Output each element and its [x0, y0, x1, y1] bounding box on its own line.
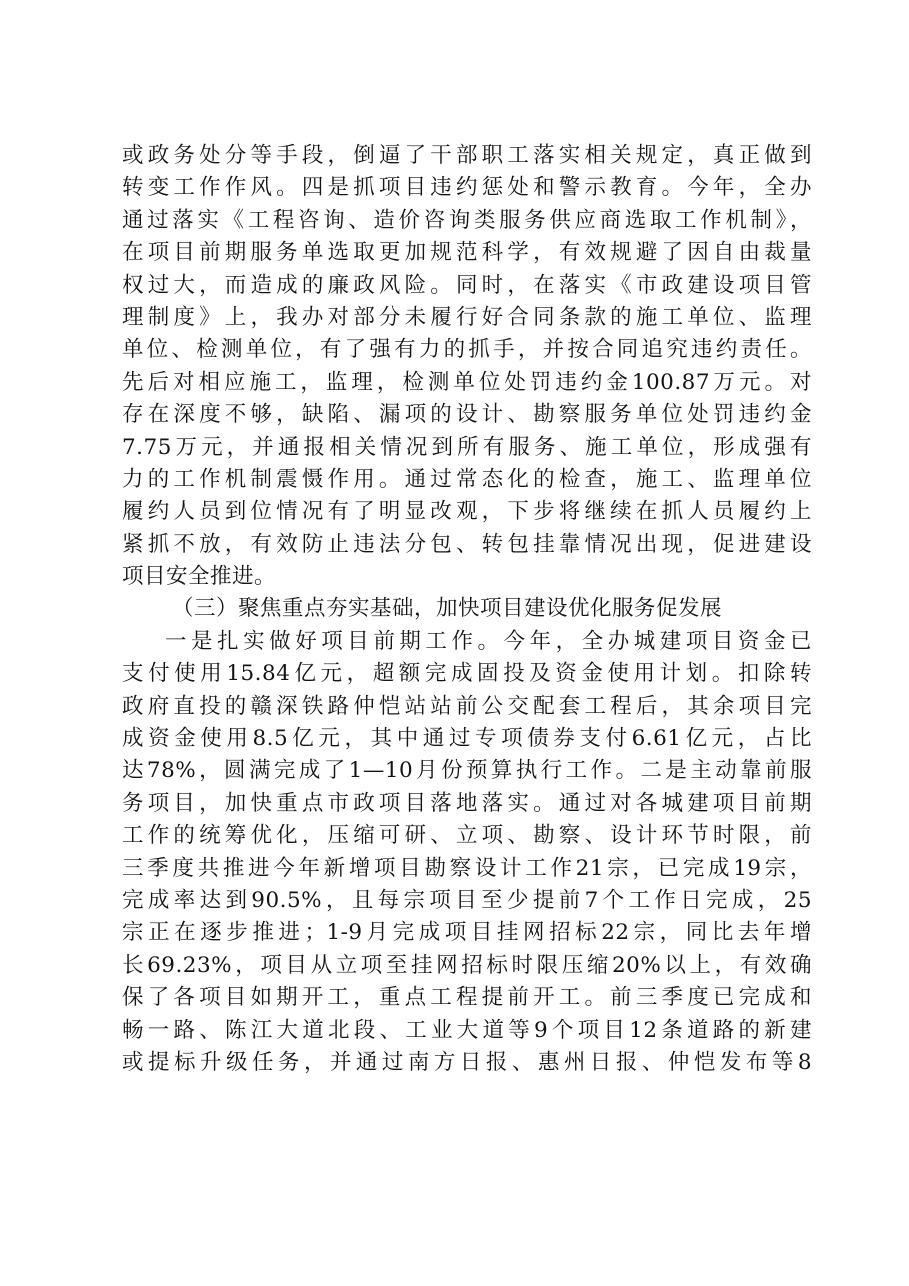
- text-line: 履约人员到位情况有了明显改观，下步将继续在抓人员履约上: [122, 499, 812, 525]
- text-line: 或政务处分等手段，倒逼了干部职工落实相关规定，真正做到: [122, 143, 812, 168]
- text-line: 三季度共推进今年新增项目勘察设计工作21宗，已完成19宗，: [122, 855, 812, 881]
- section-heading: （三）聚焦重点夯实基础，加快项目建设优化服务促发展: [172, 596, 723, 622]
- text-line: 项目安全推进。: [122, 564, 277, 590]
- text-line: 先后对相应施工，监理，检测单位处罚违约金100.87万元。对: [122, 369, 812, 395]
- text-line: 或提标升级任务，并通过南方日报、惠州日报、仲恺发布等8: [122, 1049, 812, 1075]
- document-body: [122, 140, 812, 1079]
- text-line: 力的工作机制震慑作用。通过常态化的检查，施工、监理单位: [122, 466, 812, 492]
- text-line: 转变工作作风。四是抓项目违约惩处和警示教育。今年，全办: [122, 175, 812, 201]
- text-line: 理制度》上，我办对部分未履行好合同条款的施工单位、监理: [122, 304, 812, 330]
- text-line: 存在深度不够，缺陷、漏项的设计、勘察服务单位处罚违约金: [122, 402, 812, 428]
- text-line: 长69.23%，项目从立项至挂网招标时限压缩20%以上，有效确: [122, 952, 812, 978]
- text-line: 成资金使用8.5亿元，其中通过专项债券支付6.61亿元，占比: [122, 726, 812, 752]
- text-line: 支付使用15.84亿元，超额完成固投及资金使用计划。扣除转: [122, 661, 812, 687]
- text-line: 紧抓不放，有效防止违法分包、转包挂靠情况出现，促进建设: [122, 531, 812, 557]
- paragraph-first-line: 一是扎实做好项目前期工作。今年，全办城建项目资金已: [165, 628, 812, 654]
- text-line: 达78%，圆满完成了1—10月份预算执行工作。二是主动靠前服: [122, 758, 812, 784]
- text-line: 务项目，加快重点市政项目落地落实。通过对各城建项目前期: [122, 790, 812, 816]
- text-line: 畅一路、陈江大道北段、工业大道等9个项目12条道路的新建: [122, 1017, 812, 1043]
- text-line: 在项目前期服务单选取更加规范科学，有效规避了因自由裁量: [122, 240, 812, 266]
- text-line: 政府直投的赣深铁路仲恺站站前公交配套工程后，其余项目完: [122, 693, 812, 719]
- text-line: 7.75万元，并通报相关情况到所有服务、施工单位，形成强有: [122, 434, 812, 460]
- text-line: 宗正在逐步推进；1-9月完成项目挂网招标22宗，同比去年增: [122, 920, 812, 946]
- text-line: 通过落实《工程咨询、造价咨询类服务供应商选取工作机制》，: [122, 207, 812, 233]
- text-line: 单位、检测单位，有了强有力的抓手，并按合同追究违约责任。: [122, 337, 812, 363]
- text-line: 保了各项目如期开工，重点工程提前开工。前三季度已完成和: [122, 985, 812, 1011]
- text-line: 工作的统筹优化，压缩可研、立项、勘察、设计环节时限，前: [122, 823, 812, 849]
- text-line: 完成率达到90.5%，且每宗项目至少提前7个工作日完成，25: [122, 887, 812, 913]
- text-line: 权过大，而造成的廉政风险。同时，在落实《市政建设项目管: [122, 272, 812, 298]
